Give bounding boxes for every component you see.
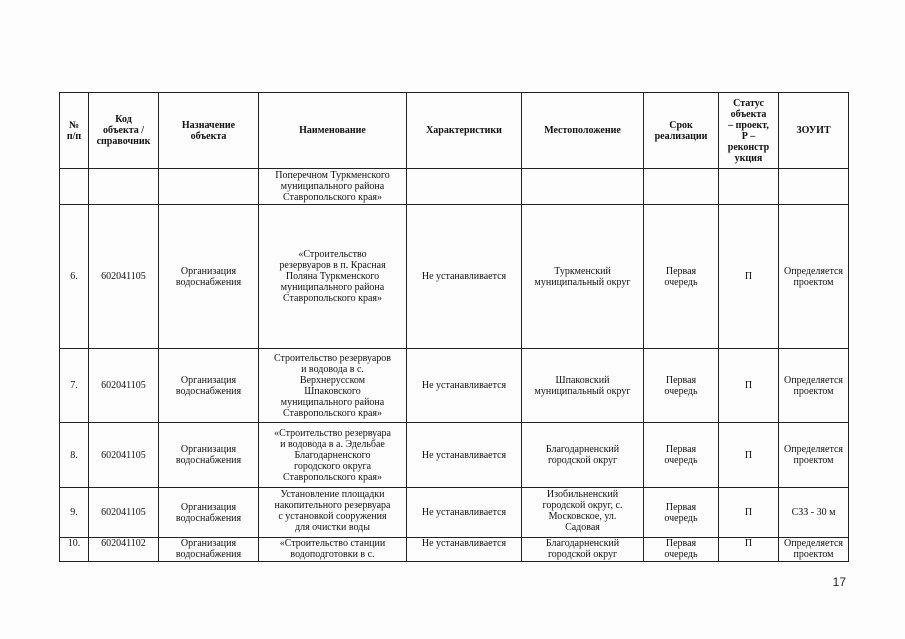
cell-name: «Строительство резервуара и водовода в а. Эдельбае Благодарненского городского округа Ставропольского края» — [259, 423, 407, 488]
cell-characteristics: Не устанавливается — [407, 488, 522, 538]
cell-zone: Определяется проектом — [779, 423, 849, 488]
table-row — [60, 349, 849, 423]
cell-purpose — [159, 169, 259, 205]
cell-term: Первая очередь — [644, 423, 719, 488]
cell-location: Туркменский муниципальный округ — [522, 205, 644, 349]
cell-code — [89, 169, 159, 205]
cell-characteristics: Не устанавливается — [407, 423, 522, 488]
cell-purpose: Организация водоснабжения — [159, 488, 259, 538]
cell-location — [522, 169, 644, 205]
page-number: 17 — [832, 575, 846, 589]
cell-term: Первая очередь — [644, 488, 719, 538]
table-row — [60, 488, 849, 538]
cell-purpose: Организация водоснабжения — [159, 349, 259, 423]
cell-code: 602041105 — [89, 205, 159, 349]
table-row — [60, 538, 849, 562]
cell-name: Поперечном Туркменского муниципального района Ставропольского края» — [259, 169, 407, 205]
cell-term: Первая очередь — [644, 205, 719, 349]
cell-characteristics: Не устанавливается — [407, 349, 522, 423]
cell-name: Установление площадки накопительного резервуара с установкой сооружения для очистки воды — [259, 488, 407, 538]
cell-purpose: Организация водоснабжения — [159, 205, 259, 349]
cell-characteristics — [407, 169, 522, 205]
cell-status: П — [719, 423, 779, 488]
cell-term: Первая очередь — [644, 538, 719, 562]
cell-num: 8. — [60, 423, 89, 488]
cell-status — [719, 169, 779, 205]
cell-num — [60, 169, 89, 205]
cell-code: 602041105 — [89, 349, 159, 423]
cell-zone: Определяется проектом — [779, 538, 849, 562]
cell-name: «Строительство резервуаров в п. Красная Поляна Туркменского муниципального района Ставропольского края» — [259, 205, 407, 349]
cell-name: Строительство резервуаров и водовода в с. Верхнерусском Шпаковского муниципального района Ставропольского края» — [259, 349, 407, 423]
cell-status: П — [719, 205, 779, 349]
cell-location: Благодарненский городской округ — [522, 538, 644, 562]
cell-zone: Определяется проектом — [779, 205, 849, 349]
cell-purpose: Организация водоснабжения — [159, 423, 259, 488]
cell-term: Первая очередь — [644, 349, 719, 423]
cell-status: П — [719, 488, 779, 538]
cell-term — [644, 169, 719, 205]
cell-code: 602041105 — [89, 488, 159, 538]
header-status: Статус объекта – проект, Р – реконстр укция — [719, 93, 779, 169]
header-zone: ЗОУИТ — [779, 93, 849, 169]
cell-num: 9. — [60, 488, 89, 538]
cell-zone: Определяется проектом — [779, 349, 849, 423]
cell-characteristics: Не устанавливается — [407, 538, 522, 562]
header-code: Код объекта / справочник — [89, 93, 159, 169]
cell-status: П — [719, 538, 779, 562]
table-row — [60, 205, 849, 349]
header-characteristics: Характеристики — [407, 93, 522, 169]
cell-zone: СЗЗ - 30 м — [779, 488, 849, 538]
header-location: Местоположение — [522, 93, 644, 169]
cell-name: «Строительство станции водоподготовки в с. — [259, 538, 407, 562]
cell-code: 602041105 — [89, 423, 159, 488]
cell-location: Изобильненский городской округ, с. Московское, ул. Садовая — [522, 488, 644, 538]
header-purpose: Назначение объекта — [159, 93, 259, 169]
header-term: Срок реализации — [644, 93, 719, 169]
objects-table — [59, 92, 849, 562]
cell-num: 6. — [60, 205, 89, 349]
cell-num: 7. — [60, 349, 89, 423]
cell-characteristics: Не устанавливается — [407, 205, 522, 349]
cell-num: 10. — [60, 538, 89, 562]
cell-purpose: Организация водоснабжения — [159, 538, 259, 562]
cell-status: П — [719, 349, 779, 423]
cell-location: Благодарненский городской округ — [522, 423, 644, 488]
table-header-row — [60, 93, 849, 169]
header-name: Наименование — [259, 93, 407, 169]
table-row-continuation — [60, 169, 849, 205]
header-num: № п/п — [60, 93, 89, 169]
cell-code: 602041102 — [89, 538, 159, 562]
cell-location: Шпаковский муниципальный округ — [522, 349, 644, 423]
cell-zone — [779, 169, 849, 205]
table-row — [60, 423, 849, 488]
